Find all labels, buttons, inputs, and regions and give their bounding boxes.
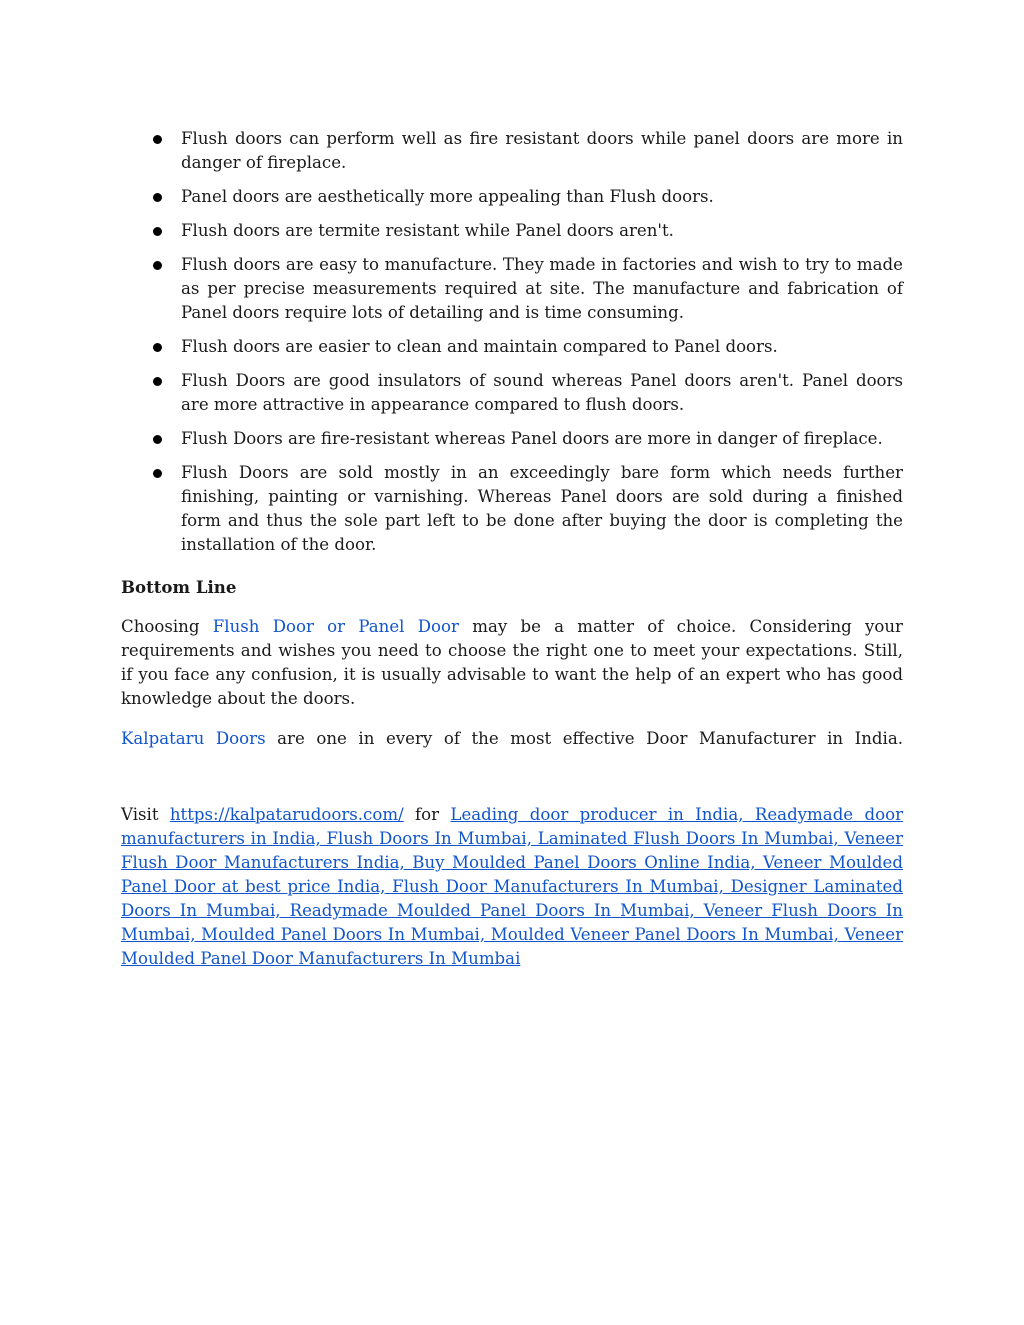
list-item-text: Flush doors are easier to clean and maintain compared to Panel doors.: [181, 337, 778, 356]
bullet-icon: [153, 193, 162, 202]
list-item: [121, 127, 903, 175]
list-item: [121, 427, 903, 451]
paragraph-text: may be a matter of choice. Considering your requirements and wishes you need to choose the right one to meet your expectations. Still, if you face any confusion, it is usually advisable to want the help of an expert who has good knowledge about the doors.: [121, 617, 903, 708]
paragraph-text: for: [403, 805, 451, 824]
list-item-text: Flush Doors are fire-resistant whereas Panel doors are more in danger of fireplace.: [181, 429, 883, 448]
comparison-list: [121, 127, 903, 557]
list-item: [121, 369, 903, 417]
paragraph-text: Choosing: [121, 617, 213, 636]
kalpataru-doors-link[interactable]: Kalpataru Doors: [121, 729, 266, 748]
spacer: [121, 767, 903, 803]
document-page: [121, 127, 903, 987]
list-item-text: Flush Doors are good insulators of sound whereas Panel doors aren't. Panel doors are more attractive in appearance compared to flush doors.: [181, 371, 903, 414]
bullet-icon: [153, 435, 162, 444]
list-item-text: Flush doors are easy to manufacture. They made in factories and wish to try to made as per precise measurements required at site. The manufacture and fabrication of Panel doors require lots of detailing and is time consuming.: [181, 255, 903, 322]
website-url-link[interactable]: https://kalpatarudoors.com/: [169, 805, 404, 824]
list-item-text: Panel doors are aesthetically more appealing than Flush doors.: [181, 187, 714, 206]
paragraph-text: Visit: [121, 805, 170, 824]
list-item: [121, 253, 903, 325]
bottom-line-paragraph: [121, 615, 903, 711]
section-heading: Bottom Line: [121, 577, 237, 597]
flush-or-panel-door-link[interactable]: Flush Door or Panel Door: [212, 617, 459, 636]
bullet-icon: [153, 261, 162, 270]
bullet-icon: [153, 377, 162, 386]
bullet-icon: [153, 343, 162, 352]
product-links[interactable]: Leading door producer in India, Readymade door manufacturers in India, Flush Doors In Mumbai, Laminated Flush Doors In Mumbai, Veneer Flush Door Manufacturers India, Buy Moulded Panel Doors Online India, Veneer Moulded Panel Door at best price India, Flush Door Manufacturers In Mumbai, Designer Laminated Doors In Mumbai, Readymade Moulded Panel Doors In Mumbai, Veneer Flush Doors In Mumbai, Moulded Panel Doors In Mumbai, Moulded Veneer Panel Doors In Mumbai, Veneer Moulded Panel Door Manufacturers In Mumbai: [121, 805, 904, 968]
paragraph-text: are one in every of the most effective Door Manufacturer in India.: [265, 729, 903, 748]
list-item-text: Flush doors can perform well as fire resistant doors while panel doors are more in danger of fireplace.: [181, 129, 903, 172]
bullet-icon: [153, 227, 162, 236]
list-item: [121, 335, 903, 359]
list-item-text: Flush Doors are sold mostly in an exceedingly bare form which needs further finishing, painting or varnishing. Whereas Panel doors are sold during a finished form and thus the sole part left to be done after buying the door is completing the installation of the door.: [181, 463, 903, 554]
manufacturer-paragraph: [121, 727, 903, 751]
bullet-icon: [153, 135, 162, 144]
list-item-text: Flush doors are termite resistant while Panel doors aren't.: [181, 221, 674, 240]
visit-paragraph: [121, 803, 903, 971]
list-item: [121, 461, 903, 557]
list-item: [121, 219, 903, 243]
bullet-icon: [153, 469, 162, 478]
list-item: [121, 185, 903, 209]
